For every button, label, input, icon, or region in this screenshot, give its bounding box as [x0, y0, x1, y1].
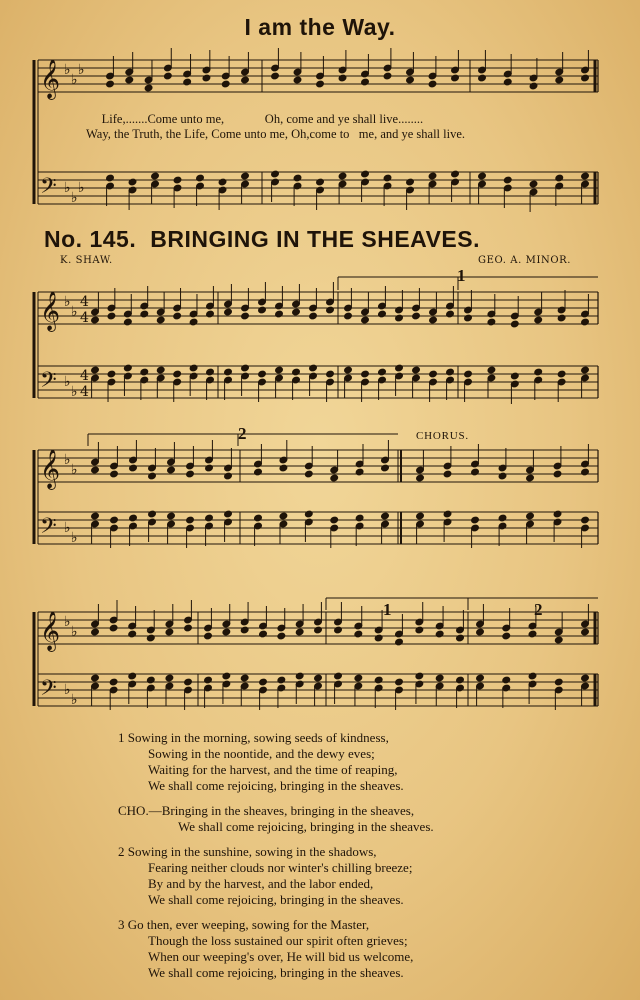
note-head: [309, 364, 318, 372]
note-head: [316, 178, 325, 186]
note-head: [471, 468, 480, 476]
note-head: [383, 174, 392, 182]
note-head: [581, 366, 590, 374]
flat-sign: ♭: [71, 462, 78, 478]
note-head: [205, 464, 214, 472]
note-head: [528, 630, 537, 638]
flat-sign: ♭: [64, 62, 71, 78]
lyricist-credit: K. SHAW.: [60, 255, 113, 266]
note-head: [581, 516, 590, 524]
note-head: [581, 468, 590, 476]
note-head: [557, 314, 566, 322]
note-head: [355, 514, 364, 522]
chorus-text: [118, 803, 618, 835]
flat-sign: ♭: [64, 294, 71, 310]
note-head: [165, 674, 174, 682]
note-head: [581, 318, 590, 326]
note-head: [205, 514, 214, 522]
note-head: [471, 516, 480, 524]
note-head: [581, 74, 590, 82]
flat-sign: ♭: [71, 530, 78, 546]
note-head: [165, 628, 174, 636]
note-head: [259, 630, 268, 638]
flat-sign: ♭: [64, 180, 71, 196]
note-head: [344, 312, 353, 320]
note-head: [173, 176, 182, 184]
time-signature: 4: [80, 310, 89, 326]
note-head: [354, 674, 363, 682]
note-head: [478, 74, 487, 82]
note-head: [189, 364, 198, 372]
note-head: [534, 316, 543, 324]
note-head: [91, 316, 100, 324]
verse-line: 3 Go then, ever weeping, sowing for the Master,: [118, 917, 370, 932]
note-head: [464, 314, 473, 322]
first-ending-marker-a: 1: [457, 266, 466, 285]
note-head: [528, 672, 537, 680]
hymn1-lyric-line-1: Life,.......Come unto me, Oh, come and ye shall live........: [86, 112, 424, 126]
note-head: [218, 178, 227, 186]
note-head: [464, 370, 473, 378]
verse-line: We shall come rejoicing, bringing in the sheaves.: [148, 965, 404, 980]
note-head: [221, 80, 230, 88]
note-head: [106, 80, 115, 88]
note-head: [202, 74, 211, 82]
note-head: [451, 170, 460, 178]
treble-clef: 𝄞: [40, 611, 61, 651]
note-head: [304, 470, 313, 478]
verse-2: [118, 844, 618, 908]
note-head: [91, 628, 100, 636]
verse-line: 1 Sowing in the morning, sowing seeds of kindness,: [118, 730, 389, 745]
note-head: [204, 632, 213, 640]
note-head: [146, 676, 155, 684]
note-head: [144, 84, 153, 92]
note-head: [581, 172, 590, 180]
note-head: [271, 170, 280, 178]
hymn-number: No. 145.: [44, 226, 137, 252]
note-head: [429, 370, 438, 378]
note-head: [275, 366, 284, 374]
note-head: [91, 466, 100, 474]
note-head: [443, 470, 452, 478]
note-head: [554, 636, 563, 644]
flat-sign: ♭: [71, 624, 78, 640]
note-head: [277, 632, 286, 640]
note-head: [292, 368, 301, 376]
hymn-title-i-am-the-way: I am the Way.: [244, 14, 396, 40]
note-head: [355, 468, 364, 476]
verse-line: 2 Sowing in the sunshine, sowing in the shadows,: [118, 844, 377, 859]
second-ending-marker-b: 2: [534, 600, 543, 619]
note-head: [344, 366, 353, 374]
note-head: [416, 512, 425, 520]
note-head: [258, 370, 267, 378]
note-head: [304, 510, 313, 518]
composer-credit: GEO. A. MINOR.: [478, 255, 572, 266]
note-head: [259, 678, 268, 686]
hymn1-lyric-line-2: Way, the Truth, the Life, Come unto me, Oh,come to me, and ye shall live.: [86, 127, 466, 141]
note-head: [129, 464, 138, 472]
note-head: [503, 176, 512, 184]
note-head: [395, 364, 404, 372]
flat-sign: ♭: [71, 304, 78, 320]
note-head: [186, 470, 195, 478]
note-head: [271, 72, 280, 80]
note-head: [128, 630, 137, 638]
flat-sign: ♭: [71, 692, 78, 708]
flat-sign: ♭: [78, 62, 85, 78]
note-head: [361, 170, 370, 178]
chorus-line: CHO.—Bringing in the sheaves, bringing in the sheaves,: [118, 803, 415, 818]
note-head: [553, 510, 562, 518]
note-head: [241, 312, 250, 320]
note-head: [109, 624, 118, 632]
note-head: [502, 676, 511, 684]
note-head: [338, 74, 347, 82]
note-head: [446, 368, 455, 376]
note-head: [277, 676, 286, 684]
note-head: [381, 464, 390, 472]
note-head: [374, 634, 383, 642]
note-head: [446, 310, 455, 318]
note-head: [378, 310, 387, 318]
note-head: [275, 310, 284, 318]
hymn-heading: [44, 226, 480, 253]
note-head: [416, 474, 425, 482]
note-head: [334, 626, 343, 634]
note-head: [224, 472, 233, 480]
note-head: [361, 78, 370, 86]
treble-clef: 𝄞: [40, 59, 61, 99]
note-head: [295, 672, 304, 680]
note-head: [326, 306, 335, 314]
note-head: [395, 314, 404, 322]
note-head: [415, 672, 424, 680]
note-head: [224, 308, 233, 316]
note-head: [581, 628, 590, 636]
note-head: [107, 370, 116, 378]
first-ending-marker-b: 1: [383, 600, 392, 619]
time-signature: 4: [80, 294, 89, 310]
note-head: [415, 626, 424, 634]
note-head: [361, 370, 370, 378]
note-head: [476, 674, 485, 682]
verse-line: Waiting for the harvest, and the time of reaping,: [148, 762, 398, 777]
bass-clef: 𝄢: [40, 676, 57, 706]
note-head: [555, 76, 564, 84]
note-head: [124, 364, 133, 372]
note-head: [206, 368, 215, 376]
note-head: [196, 174, 205, 182]
note-head: [526, 474, 535, 482]
note-head: [510, 320, 519, 328]
note-head: [295, 628, 304, 636]
bass-clef: 𝄢: [40, 514, 57, 544]
note-head: [510, 372, 519, 380]
note-head: [151, 172, 160, 180]
note-head: [206, 310, 215, 318]
verses: [118, 730, 618, 990]
note-head: [184, 678, 193, 686]
treble-clef: 𝄞: [40, 291, 61, 331]
note-head: [240, 674, 249, 682]
note-head: [330, 516, 339, 524]
note-head: [334, 672, 343, 680]
flat-sign: ♭: [64, 614, 71, 630]
note-head: [412, 366, 421, 374]
note-head: [503, 78, 512, 86]
note-head: [258, 306, 267, 314]
note-head: [279, 464, 288, 472]
note-head: [224, 368, 233, 376]
note-head: [314, 674, 323, 682]
note-head: [326, 370, 335, 378]
note-head: [189, 318, 198, 326]
note-head: [254, 468, 263, 476]
note-head: [383, 72, 392, 80]
bass-clef: 𝄢: [40, 368, 57, 398]
note-head: [395, 678, 404, 686]
verse-line: By and by the harvest, and the labor ended,: [148, 876, 374, 891]
note-head: [557, 370, 566, 378]
note-head: [110, 470, 119, 478]
chorus-label: CHORUS.: [416, 430, 469, 442]
flat-sign: ♭: [71, 384, 78, 400]
verse-line: Though the loss sustained our spirit often grieves;: [148, 933, 408, 948]
chorus-line: We shall come rejoicing, bringing in the sheaves.: [178, 819, 434, 834]
note-head: [374, 676, 383, 684]
flat-sign: ♭: [64, 682, 71, 698]
note-head: [241, 76, 250, 84]
flat-sign: ♭: [64, 374, 71, 390]
note-head: [107, 312, 116, 320]
note-head: [129, 514, 138, 522]
note-head: [292, 308, 301, 316]
second-ending-marker-a: 2: [238, 424, 247, 443]
note-head: [314, 626, 323, 634]
note-head: [529, 180, 538, 188]
note-head: [476, 628, 485, 636]
note-head: [316, 80, 325, 88]
note-head: [224, 510, 233, 518]
note-head: [148, 472, 157, 480]
hymn-title: BRINGING IN THE SHEAVES.: [150, 226, 480, 252]
treble-clef: 𝄞: [40, 449, 61, 489]
note-head: [456, 634, 465, 642]
note-head: [526, 512, 535, 520]
note-head: [222, 628, 231, 636]
note-head: [183, 78, 192, 86]
note-head: [167, 466, 176, 474]
note-head: [186, 516, 195, 524]
verse-line: Sowing in the noontide, and the dewy eves;: [148, 746, 375, 761]
note-head: [241, 172, 250, 180]
note-head: [156, 316, 165, 324]
note-head: [164, 72, 173, 80]
verse-line: When our weeping's over, He will bid us welcome,: [148, 949, 414, 964]
note-head: [429, 316, 438, 324]
time-signature: 4: [80, 368, 89, 384]
note-head: [554, 678, 563, 686]
note-head: [555, 174, 564, 182]
note-head: [293, 174, 302, 182]
note-head: [451, 74, 460, 82]
note-head: [498, 514, 507, 522]
note-head: [478, 172, 487, 180]
note-head: [395, 638, 404, 646]
note-head: [406, 178, 415, 186]
flat-sign: ♭: [64, 452, 71, 468]
note-head: [435, 630, 444, 638]
note-head: [443, 510, 452, 518]
note-head: [173, 312, 182, 320]
note-head: [361, 316, 370, 324]
note-head: [529, 82, 538, 90]
note-head: [428, 172, 437, 180]
note-head: [140, 368, 149, 376]
note-head: [428, 80, 437, 88]
note-head: [204, 676, 213, 684]
note-head: [354, 630, 363, 638]
flat-sign: ♭: [71, 190, 78, 206]
note-head: [240, 626, 249, 634]
note-head: [173, 370, 182, 378]
note-head: [128, 178, 137, 186]
verse-1: [118, 730, 618, 794]
note-head: [184, 624, 193, 632]
note-head: [406, 76, 415, 84]
note-head: [110, 516, 119, 524]
note-head: [241, 364, 250, 372]
verse-line: Fearing neither clouds nor winter's chilling breeze;: [148, 860, 413, 875]
note-head: [487, 366, 496, 374]
note-head: [106, 174, 115, 182]
note-head: [534, 368, 543, 376]
verse-line: We shall come rejoicing, bringing in the sheaves.: [148, 778, 404, 793]
note-head: [381, 512, 390, 520]
bass-clef: 𝄢: [40, 174, 57, 204]
note-head: [128, 672, 137, 680]
note-head: [140, 310, 149, 318]
note-head: [148, 510, 157, 518]
note-head: [330, 474, 339, 482]
verse-3: [118, 917, 618, 981]
note-head: [91, 512, 100, 520]
note-head: [309, 312, 318, 320]
note-head: [498, 472, 507, 480]
note-head: [456, 676, 465, 684]
time-signature: 4: [80, 384, 89, 400]
verse-line: We shall come rejoicing, bringing in the sheaves.: [148, 892, 404, 907]
note-head: [254, 514, 263, 522]
note-head: [125, 76, 134, 84]
note-head: [487, 318, 496, 326]
note-head: [167, 512, 176, 520]
note-head: [279, 512, 288, 520]
note-head: [124, 318, 133, 326]
note-head: [435, 674, 444, 682]
note-head: [502, 632, 511, 640]
flat-sign: ♭: [64, 520, 71, 536]
note-head: [222, 672, 231, 680]
note-head: [412, 312, 421, 320]
note-head: [109, 678, 118, 686]
note-head: [293, 76, 302, 84]
note-head: [156, 366, 165, 374]
note-head: [378, 368, 387, 376]
note-head: [91, 366, 100, 374]
note-head: [553, 470, 562, 478]
note-head: [581, 674, 590, 682]
note-head: [91, 674, 100, 682]
flat-sign: ♭: [78, 180, 85, 196]
note-head: [338, 172, 347, 180]
note-head: [146, 634, 155, 642]
flat-sign: ♭: [71, 72, 78, 88]
